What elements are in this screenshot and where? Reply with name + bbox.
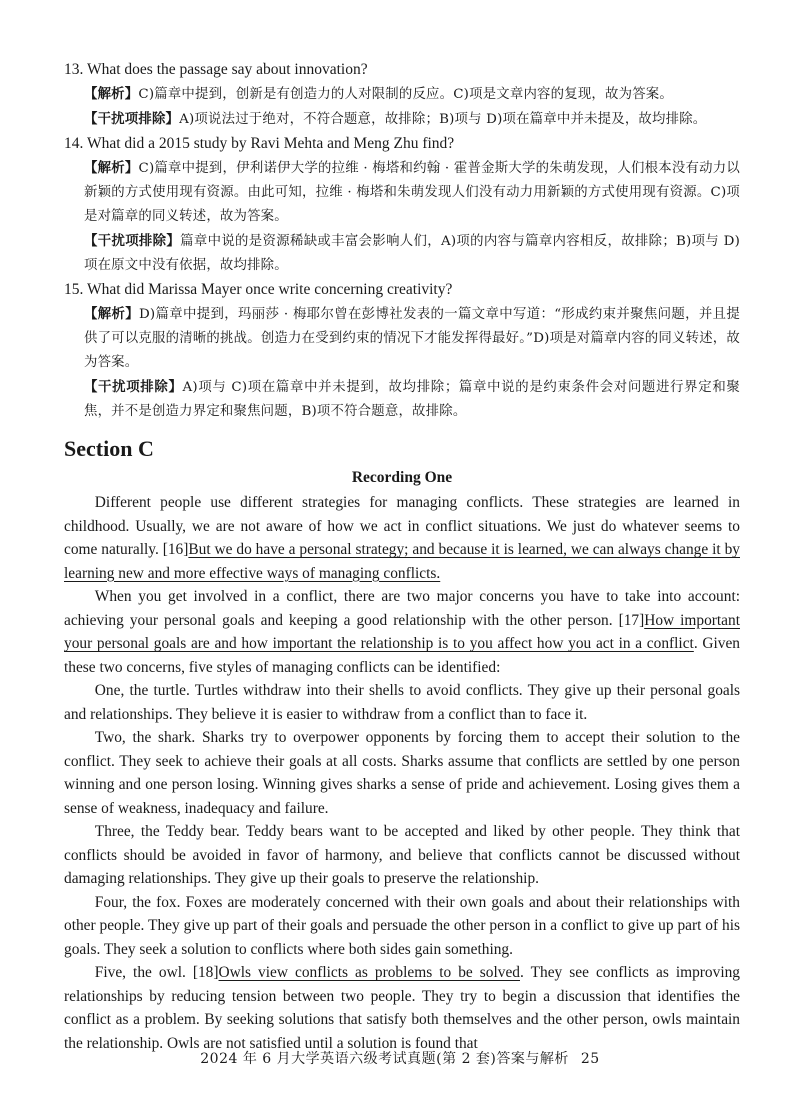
distractor-14 [84, 229, 740, 278]
question-15: 15. What did Marissa Mayer once write concerning creativity? [64, 281, 453, 298]
paragraph-text: One, the turtle. Turtles withdraw into their shells to avoid conflicts. They give up their personal goals and relationships. They believe it is easier to withdraw from a conflict than to face it. [64, 682, 740, 723]
distractor-text: 篇章中说的是资源稀缺或丰富会影响人们，A)项的内容与篇章内容相反，故排除；B)项与 D)项在原文中没有依据，故均排除。 [84, 234, 740, 273]
underlined-answer-16: But we do have a personal strategy; and because it is learned, we can always change it by learning new and more effective ways of managing conflicts. [64, 541, 740, 582]
distractor-15 [84, 375, 740, 424]
transcript-paragraph-6 [64, 891, 740, 962]
distractor-text: A)项与 C)项在篇章中并未提到，故均排除；篇章中说的是约束条件会对问题进行界定和聚焦，并不是创造力界定和聚焦问题，B)项不符合题意，故排除。 [84, 380, 740, 419]
paragraph-text-tail: . Given these two concerns, five styles of managing conflicts can be identified: [64, 635, 740, 676]
paragraph-text: Two, the shark. Sharks try to overpower opponents by forcing them to accept their solution to the conflict. They seek to achieve their goals at all costs. Sharks assume that conflicts are settled by one person winning and one person losing. Winning gives sharks a sense of pride and achievement. Losing gives them a sense of weakness, inadequacy and failure. [64, 729, 740, 817]
paragraph-text: Three, the Teddy bear. Teddy bears want to be accepted and liked by other people. They think that conflicts should be avoided in favor of harmony, and believe that conflicts cannot be discussed without damaging relationships. They give up their goals to preserve the relationship. [64, 823, 740, 887]
distractor-text: A)项说法过于绝对，不符合题意，故排除；B)项与 D)项在篇章中并未提及，故均排除。 [179, 112, 707, 127]
transcript-paragraph-5 [64, 820, 740, 891]
paragraph-text: When you get involved in a conflict, there are two major concerns you have to take into account: achieving your personal goals and keeping a good relationship with the other person. [17] [64, 588, 740, 629]
question-block-14 [64, 132, 740, 278]
paragraph-text-tail: . They see conflicts as improving relationships by reducing tension between two people. They try to begin a discussion that identifies the conflict as a problem. By seeking solutions that satisfy both themselves and the other person, owls maintain the relationship. Owls are not satisfied until a solution is found that [64, 964, 740, 1052]
underlined-answer-17: How important your personal goals are and how important the relationship is to you affect how you act in a conflict [64, 611, 740, 652]
transcript-paragraph-2 [64, 585, 740, 679]
paragraph-text: Five, the owl. [18] [94, 964, 219, 981]
distractor-tag: 【干扰项排除】 [84, 233, 181, 249]
transcript-paragraph-4 [64, 726, 740, 820]
analysis-tag: 【解析】 [84, 160, 139, 176]
analysis-15 [84, 302, 740, 375]
distractor-tag: 【干扰项排除】 [84, 379, 183, 395]
page-footer [0, 1048, 800, 1068]
distractor-13 [84, 107, 740, 132]
analysis-text: D)篇章中提到，玛丽莎 · 梅耶尔曾在彭博社发表的一篇文章中写道：“形成约束并聚焦问题，并且提供了可以克服的清晰的挑战。创造力在受到约束的情况下才能发挥得最好。”D)项是对篇章内容的同义转述，故为答案。 [84, 307, 740, 370]
transcript-paragraph-1 [64, 491, 740, 585]
paragraph-text: Different people use different strategies for managing conflicts. These strategies are learned in childhood. Usually, we are not aware of how we act in conflict situations. We just do whatever seems to come naturally. [16] [64, 494, 740, 558]
distractor-tag: 【干扰项排除】 [84, 111, 180, 127]
analysis-14 [84, 156, 740, 229]
page-content [64, 58, 740, 1055]
analysis-text: C)篇章中提到，创新是有创造力的人对限制的反应。C)项是文章内容的复现，故为答案。 [138, 87, 673, 102]
analysis-13 [84, 82, 740, 107]
question-14: 14. What did a 2015 study by Ravi Mehta and Meng Zhu find? [64, 135, 455, 152]
paragraph-text: Four, the fox. Foxes are moderately concerned with their own goals and about their relationships with other people. They give up part of their goals and persuade the other person in a conflict to give up part of his goals. They seek a solution to conflicts where both sides gain something. [64, 893, 740, 958]
transcript-paragraph-3 [64, 679, 740, 726]
question-block-13 [64, 58, 740, 132]
recording-title: Recording One [351, 469, 453, 486]
question-13: 13. What does the passage say about innovation? [64, 61, 368, 78]
page-number: 25 [580, 1051, 600, 1067]
transcript-paragraph-7 [64, 961, 740, 1055]
analysis-tag: 【解析】 [84, 86, 139, 102]
footer-title: 2024 年 6 月大学英语六级考试真题(第 2 套)答案与解析 [200, 1051, 569, 1067]
section-title: Section C [64, 436, 154, 461]
analysis-text: C)篇章中提到，伊利诺伊大学的拉维 · 梅塔和约翰 · 霍普金斯大学的朱萌发现，人们根本没有动力以新颖的方式使用现有资源。由此可知，拉维 · 梅塔和朱萌发现人们没有动力用新颖的方式使用现有资源。C)项是对篇章的同义转述，故为答案。 [84, 161, 740, 224]
underlined-answer-18: Owls view conflicts as problems to be solved [218, 964, 520, 981]
analysis-tag: 【解析】 [84, 306, 139, 322]
question-block-15 [64, 278, 740, 424]
